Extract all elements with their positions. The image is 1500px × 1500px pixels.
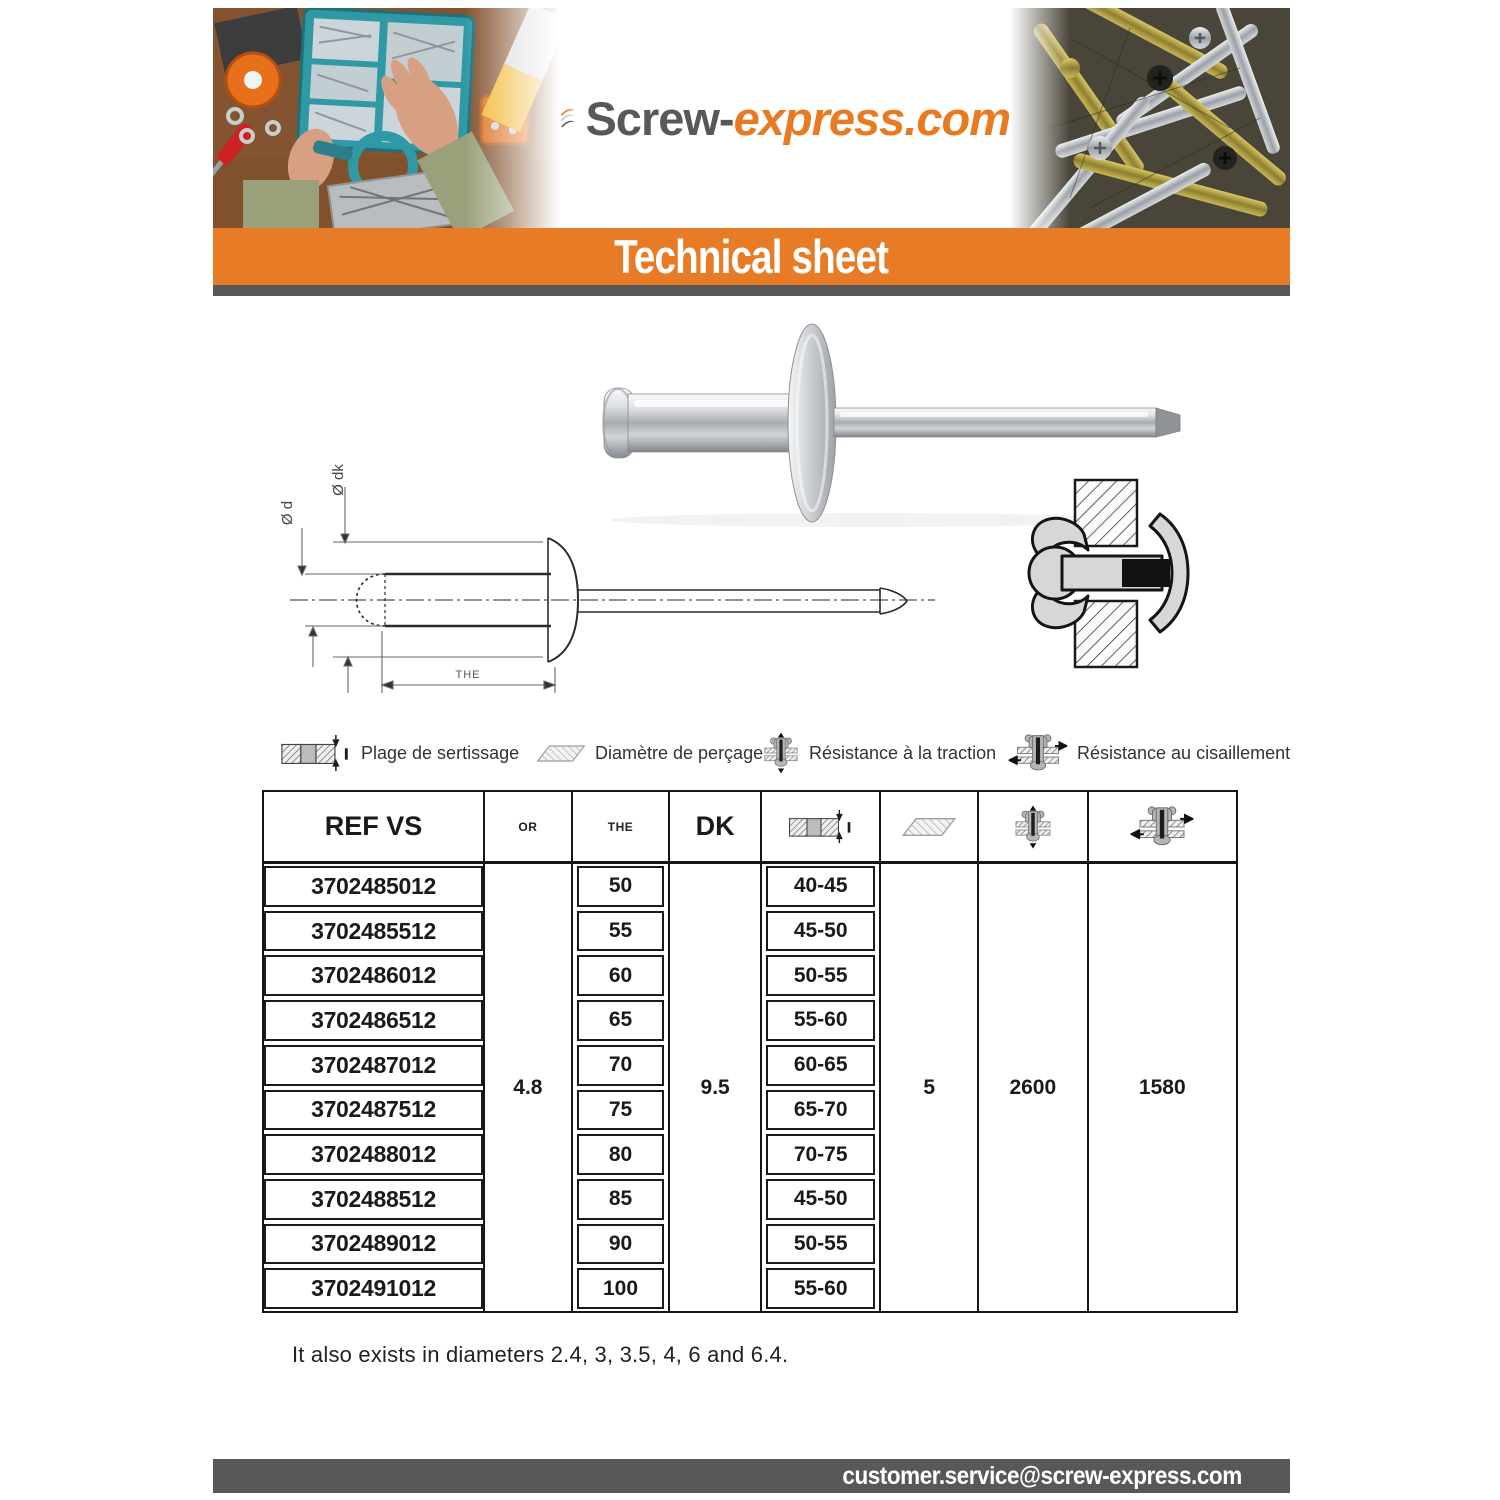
value-drill: 5 [923,1075,936,1099]
table-row-ref: 3702488512 [264,1179,483,1220]
table-row-ref: 3702486512 [264,1000,483,1041]
crimp-range-icon [780,809,862,844]
table-row-ref: 3702487512 [264,1090,483,1131]
column-dk [670,792,762,1311]
logo-swoosh-icon [560,72,575,164]
table-row-crimp: 55-60 [766,1000,876,1041]
table-row-crimp: 45-50 [766,1179,876,1220]
tensile-strength-icon [1013,799,1053,855]
column-tensile [979,792,1089,1311]
table-row-the: 80 [577,1134,665,1175]
table-row-crimp: 55-60 [766,1268,876,1309]
header-shear [1089,792,1236,864]
contact-email[interactable]: customer.service@screw-express.com [842,1461,1242,1490]
header-dk: DK [670,792,760,864]
legend-label: Résistance au cisaillement [1077,742,1291,763]
tensile-strength-icon [762,727,800,779]
page-title: Technical sheet [614,230,889,283]
drawing-label-dk: Ø dk [330,464,347,496]
logo-text-accent: express.com [733,91,1010,145]
table-row-crimp: 45-50 [766,911,876,952]
table-row-the: 75 [577,1090,665,1131]
table-row-ref: 3702489012 [264,1224,483,1265]
header-or: OR [485,792,571,864]
value-or: 4.8 [513,1075,543,1099]
legend-label: Diamètre de perçage [595,742,764,763]
table-row-crimp: 65-70 [766,1090,876,1131]
value-dk: 9.5 [700,1075,730,1099]
crimp-range-icon [280,734,352,772]
legend-item-tensile [762,726,996,780]
table-row-ref: 3702491012 [264,1268,483,1309]
header-drill-diameter [881,792,977,864]
header-ref: REF VS [264,792,483,864]
table-row-ref: 3702487012 [264,1045,483,1086]
screws-photo [1010,8,1290,228]
shear-strength-icon [1130,805,1194,849]
header-crimp-range [762,792,880,864]
drill-diameter-icon [536,742,586,765]
table-row-the: 90 [577,1224,665,1265]
logo [560,8,1010,228]
legend-label: Résistance à la traction [809,742,997,763]
header-tensile [979,792,1087,864]
table-row-crimp: 50-55 [766,1224,876,1265]
screws-photo-art [1010,8,1290,228]
banner [213,228,1290,285]
table-row-the: 55 [577,911,665,952]
workbench-photo-art [213,8,560,228]
shear-strength-icon [1008,733,1068,774]
availability-note: It also exists in diameters 2.4, 3, 3.5, 4, 6 and 6.4. [292,1342,789,1367]
table-row-ref: 3702485512 [264,911,483,952]
logo-text [585,91,1010,146]
column-ref [264,792,485,1311]
table-row-the: 85 [577,1179,665,1220]
table-row-the: 50 [577,866,665,907]
legend-label: Plage de sertissage [361,742,520,763]
legend-item-crimp-range [280,726,519,780]
drill-diameter-icon [901,815,957,839]
rivet-technical-drawing [235,435,945,730]
drawing-label-d: Ø d [279,500,296,526]
table-row-the: 100 [577,1268,665,1309]
table-row-the: 65 [577,1000,665,1041]
table-row-the: 70 [577,1045,665,1086]
header-collage [213,8,1290,228]
table-row-crimp: 60-65 [766,1045,876,1086]
column-the [573,792,671,1311]
header-the: THE [573,792,669,864]
table-row-ref: 3702485012 [264,866,483,907]
column-drill-diameter [881,792,979,1311]
table-row-crimp: 70-75 [766,1134,876,1175]
spec-table [262,790,1238,1313]
table-row-ref: 3702488012 [264,1134,483,1175]
table-row-the: 60 [577,955,665,996]
column-crimp-range [762,792,882,1311]
logo-text-primary: Screw- [585,91,734,145]
column-or [485,792,573,1311]
drawing-label-the: THE [455,669,481,681]
table-row-crimp: 50-55 [766,955,876,996]
legend-item-drill-diameter [536,726,763,780]
workbench-photo [213,8,560,228]
value-tensile: 2600 [1009,1075,1057,1099]
rivet-cross-section-diagram [1022,462,1222,707]
footer-bar [213,1459,1290,1493]
table-row-ref: 3702486012 [264,955,483,996]
legend-item-shear [1008,726,1290,780]
banner-strip [213,285,1290,296]
table-row-crimp: 40-45 [766,866,876,907]
column-shear [1089,792,1236,1311]
value-shear: 1580 [1138,1075,1186,1099]
